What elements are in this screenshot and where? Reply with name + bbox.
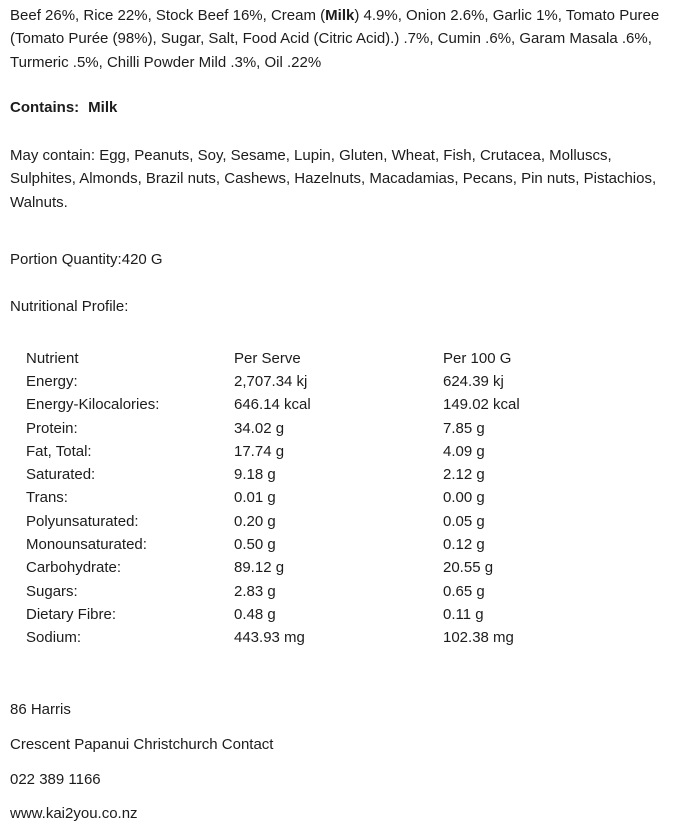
address-line-2: Crescent Papanui Christchurch Contact: [10, 735, 274, 753]
per-serve-cell: 17.74 g: [234, 442, 285, 460]
ingredients-after-bold: ) 4.9%, Onion 2.6%, Garlic 1%, Tomato Puree (Tomato Purée (98%), Sugar, Salt, Food Acid (Citric Acid).) .7%, Cumin .6%, Garam Masala .6%, Turmeric .5%, Chilli Powder Mild .3%, Oil .22%: [10, 7, 660, 71]
nutrient-name-cell: Energy-Kilocalories:: [26, 396, 160, 414]
contains-value: Milk: [88, 98, 118, 116]
per-100g-cell: 0.00 g: [443, 489, 485, 507]
per-100g-cell: 2.12 g: [443, 466, 485, 484]
nutrient-name-cell: Saturated:: [26, 466, 96, 484]
portion-quantity: Portion Quantity:420 G: [10, 251, 163, 269]
table-row: [26, 486, 666, 509]
per-100g-cell: 0.65 g: [443, 582, 485, 600]
nutrition-table: [26, 347, 666, 650]
nutrient-name-cell: Monounsaturated:: [26, 536, 147, 554]
per-serve-cell: 0.50 g: [234, 536, 276, 554]
table-row: [26, 603, 666, 626]
nutrient-name-cell: Carbohydrate:: [26, 559, 122, 577]
per-serve-cell: 443.93 mg: [234, 629, 305, 647]
contact-footer: [10, 698, 664, 826]
nutrient-name-cell: Trans:: [26, 489, 68, 507]
per-100g-cell: 624.39 kj: [443, 372, 504, 390]
per-100g-cell: 7.85 g: [443, 419, 485, 437]
table-row: [26, 393, 666, 416]
nutrition-table-header-row: [26, 347, 666, 370]
per-100g-cell: 20.55 g: [443, 559, 494, 577]
nutrient-name-cell: Protein:: [26, 419, 78, 437]
ingredients-before-bold: Beef 26%, Rice 22%, Stock Beef 16%, Cream (: [10, 7, 326, 24]
per-serve-cell: 2,707.34 kj: [234, 372, 308, 390]
website-url: www.kai2you.co.nz: [10, 805, 138, 823]
per-serve-cell: 0.48 g: [234, 605, 276, 623]
per-serve-cell: 646.14 kcal: [234, 396, 311, 414]
nutrient-name-cell: Sodium:: [26, 629, 82, 647]
per-serve-cell: 9.18 g: [234, 466, 276, 484]
header-per-100g: Per 100 G: [443, 349, 512, 367]
nutritional-profile-heading: Nutritional Profile:: [10, 298, 129, 316]
table-row: [26, 556, 666, 579]
table-row: [26, 533, 666, 556]
nutrition-table-body: [26, 370, 666, 650]
per-serve-cell: 0.01 g: [234, 489, 276, 507]
per-100g-cell: 0.05 g: [443, 512, 485, 530]
contains-label: Contains:: [10, 98, 80, 116]
per-serve-cell: 89.12 g: [234, 559, 285, 577]
table-row: [26, 463, 666, 486]
phone-number: 022 389 1166: [10, 770, 101, 788]
ingredients-allergen-bold: Milk: [325, 7, 355, 24]
table-row: [26, 626, 666, 649]
per-100g-cell: 102.38 mg: [443, 629, 514, 647]
per-100g-cell: 0.12 g: [443, 536, 485, 554]
table-row: [26, 370, 666, 393]
table-row: [26, 510, 666, 533]
per-100g-cell: 4.09 g: [443, 442, 485, 460]
header-per-serve: Per Serve: [234, 349, 301, 367]
may-contain-statement: May contain: Egg, Peanuts, Soy, Sesame, Lupin, Gluten, Wheat, Fish, Crutacea, Molluscs, Sulphites, Almonds, Brazil nuts, Cashews, Hazelnuts, Macadamias, Pecans, Pin nuts, Pistachios, Walnuts.: [10, 147, 657, 211]
per-100g-cell: 0.11 g: [443, 605, 484, 623]
header-nutrient: Nutrient: [26, 349, 79, 367]
ingredients-text: [10, 4, 664, 74]
per-100g-cell: 149.02 kcal: [443, 396, 520, 414]
per-serve-cell: 2.83 g: [234, 582, 276, 600]
table-row: [26, 440, 666, 463]
table-row: [26, 417, 666, 440]
table-row: [26, 580, 666, 603]
nutrient-name-cell: Dietary Fibre:: [26, 605, 117, 623]
per-serve-cell: 34.02 g: [234, 419, 285, 437]
nutrient-name-cell: Sugars:: [26, 582, 78, 600]
per-serve-cell: 0.20 g: [234, 512, 276, 530]
address-line-1: 86 Harris: [10, 700, 71, 718]
nutrient-name-cell: Energy:: [26, 372, 78, 390]
nutrient-name-cell: Fat, Total:: [26, 442, 92, 460]
nutrient-name-cell: Polyunsaturated:: [26, 512, 139, 530]
contains-statement: [10, 96, 664, 119]
